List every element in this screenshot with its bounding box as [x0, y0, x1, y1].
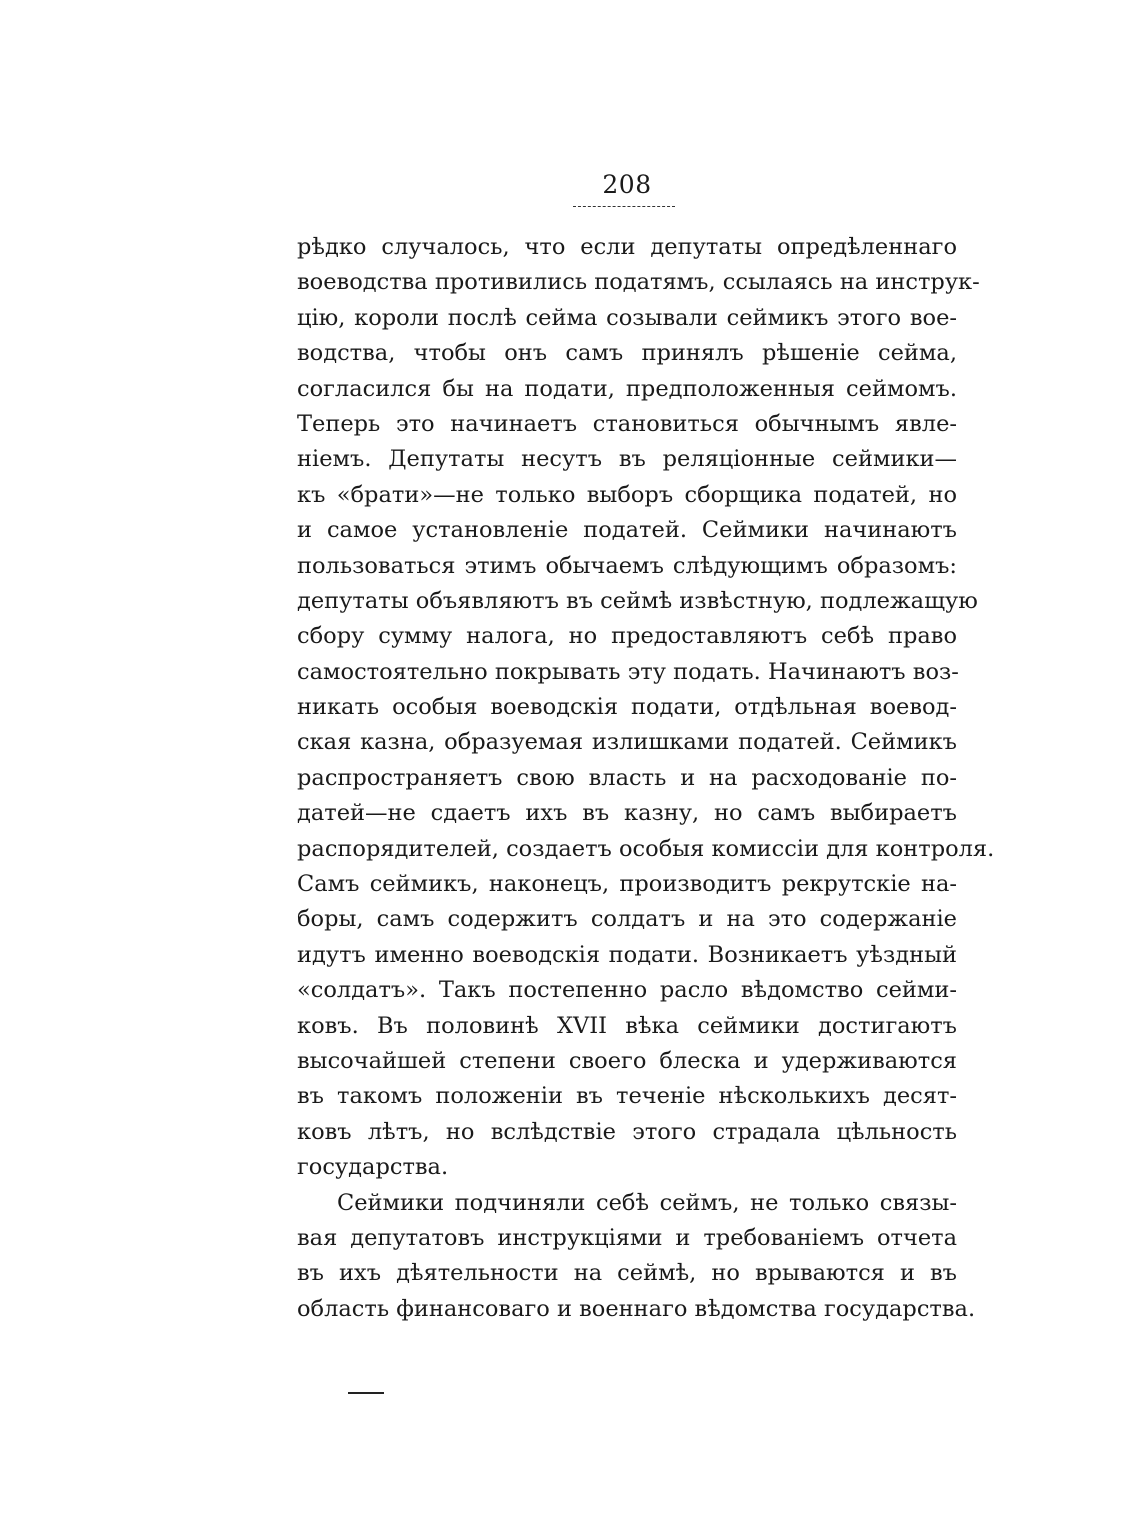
- text-line: и самое установленіе податей. Сеймики начинаютъ: [297, 517, 957, 544]
- text-line: согласился бы на подати, предположенныя сеймомъ.: [297, 375, 957, 402]
- text-line: рѣдко случалось, что если депутаты опредѣленнаго: [297, 234, 957, 260]
- text-line: къ «брати»—не только выборъ сборщика податей, но: [297, 481, 957, 508]
- text-line: ковъ. Въ половинѣ XVII вѣка сеймики достигаютъ: [297, 1012, 957, 1039]
- text-line: въ ихъ дѣятельности на сеймѣ, но врываются и въ: [297, 1260, 957, 1287]
- header-rule: [573, 206, 675, 207]
- footer-rule: [348, 1392, 384, 1394]
- text-line: распространяетъ свою власть и на расходованіе по-: [297, 764, 957, 791]
- text-line: государства.: [297, 1154, 449, 1181]
- text-line: депутаты объявляютъ въ сеймѣ извѣстную, подлежащую: [297, 587, 978, 614]
- text-line: вая депутатовъ инструкціями и требованіемъ отчета: [297, 1224, 957, 1251]
- text-line: «солдатъ». Такъ постепенно расло вѣдомство сейми-: [297, 977, 957, 1004]
- text-line: никать особыя воеводскія подати, отдѣльная воевод-: [297, 694, 957, 721]
- text-line: сбору сумму налога, но предоставляютъ себѣ право: [297, 623, 957, 650]
- text-line: въ такомъ положеніи въ теченіе нѣсколькихъ десят-: [297, 1083, 957, 1110]
- text-line: цію, короли послѣ сейма созывали сеймикъ этого вое-: [297, 304, 957, 331]
- text-line: ская казна, образуемая излишками податей. Сеймикъ: [297, 729, 957, 756]
- paragraph: [297, 1186, 976, 1328]
- text-line: ніемъ. Депутаты несутъ въ реляціонные сеймики—: [297, 446, 957, 473]
- text-line: Сеймики подчиняли себѣ сеймъ, не только связы-: [337, 1189, 957, 1216]
- text-line: ковъ лѣтъ, но вслѣдствіе этого страдала цѣльность: [297, 1118, 957, 1145]
- text-line: водства, чтобы онъ самъ принялъ рѣшеніе сейма,: [297, 340, 957, 367]
- text-line: боры, самъ содержитъ солдатъ и на это содержаніе: [297, 906, 957, 933]
- text-line: Теперь это начинаетъ становиться обычнымъ явле-: [297, 410, 957, 437]
- text-line: высочайшей степени своего блеска и удерживаются: [297, 1047, 957, 1074]
- text-line: область финансоваго и военнаго вѣдомства государства.: [297, 1295, 976, 1322]
- text-line: Самъ сеймикъ, наконецъ, производитъ рекрутскіе на-: [297, 871, 957, 898]
- page-number: 208: [602, 170, 652, 199]
- text-line: пользоваться этимъ обычаемъ слѣдующимъ образомъ:: [297, 552, 957, 579]
- text-line: идутъ именно воеводскія подати. Возникаетъ уѣздный: [297, 941, 957, 968]
- text-line: самостоятельно покрывать эту подать. Начинаютъ воз-: [297, 658, 959, 685]
- body-text: [297, 230, 995, 1327]
- paragraph: [297, 230, 995, 1186]
- text-line: распорядителей, создаетъ особыя комиссіи для контроля.: [297, 835, 995, 862]
- text-line: датей—не сдаетъ ихъ въ казну, но самъ выбираетъ: [297, 800, 957, 827]
- text-line: воеводства противились податямъ, ссылаясь на инструк-: [297, 269, 980, 296]
